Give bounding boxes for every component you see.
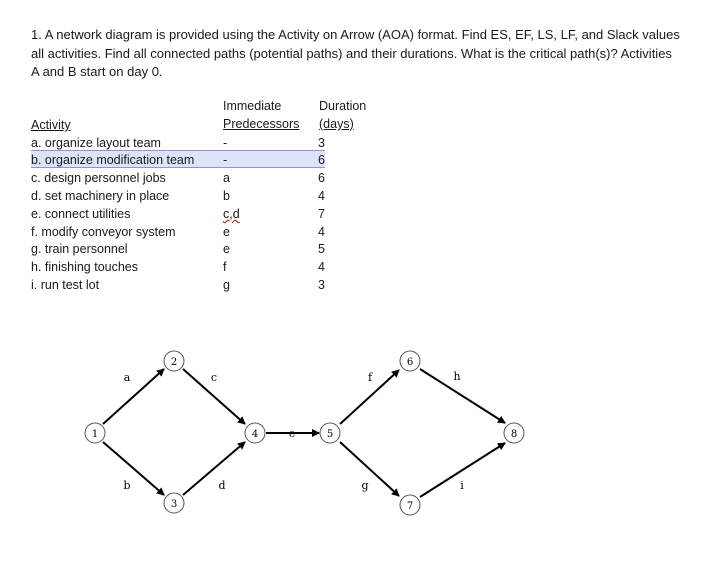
node-label: 6	[406, 357, 414, 368]
question-text: 1. A network diagram is provided using the Activity on Arrow (AOA) format. Find ES, EF, LS, LF, and Slack values all activities. Find all connected paths (potential paths) and their durations. What is the critical path(s)? Activities A and B start on day 0.	[31, 27, 680, 79]
activity-cell: h. finishing touches	[31, 260, 139, 274]
arrow-d	[183, 442, 245, 495]
arrow-a	[103, 369, 164, 424]
activity-cell: g. train personnel	[31, 242, 128, 256]
arrow-g	[340, 442, 399, 496]
arrow-label-b: b	[123, 479, 131, 492]
header-immediate: Immediate	[223, 99, 282, 113]
arrow-label-d: d	[218, 479, 226, 492]
activity-cell: c. design personnel jobs	[31, 171, 166, 185]
predecessor-cell: a	[223, 171, 230, 185]
activity-cell: i. run test lot	[31, 278, 100, 292]
header-activity: Activity	[31, 118, 71, 132]
arrow-label-e: e	[288, 427, 296, 440]
arrow-label-c: c	[210, 371, 218, 384]
duration-cell: 4	[318, 225, 325, 239]
predecessor-cell: e	[223, 242, 230, 256]
node-label: 3	[170, 499, 178, 510]
arrow-h	[420, 369, 505, 423]
duration-cell: 3	[318, 278, 325, 292]
predecessor-cell: e	[223, 225, 230, 239]
node-label: 4	[251, 429, 259, 440]
arrow-b	[103, 442, 164, 495]
duration-cell: 7	[318, 207, 325, 221]
arrow-label-g: g	[361, 479, 369, 492]
header-predecessors: Predecessors	[223, 117, 300, 131]
node-label: 5	[326, 429, 334, 440]
node-label: 8	[510, 429, 518, 440]
activity-cell: b. organize modification team	[31, 153, 195, 167]
duration-cell: 3	[318, 136, 325, 150]
duration-cell: 4	[318, 260, 325, 274]
node-label: 2	[170, 357, 178, 368]
node-label: 1	[91, 429, 99, 440]
duration-cell: 5	[318, 242, 325, 256]
activity-cell: f. modify conveyor system	[31, 225, 176, 239]
arrow-label-f: f	[367, 371, 373, 384]
duration-cell: 6	[318, 171, 325, 185]
activity-cell: d. set machinery in place	[31, 189, 170, 203]
activity-text: a. organize layout team	[31, 136, 161, 150]
arrow-label-h: h	[453, 370, 461, 383]
arrow-label-i: i	[460, 479, 464, 492]
header-days: (days)	[319, 117, 354, 131]
duration-cell: 4	[318, 189, 325, 203]
activity-cell: e. connect utilities	[31, 207, 131, 221]
header-duration: Duration	[319, 99, 367, 113]
predecessor-cell: f	[223, 260, 227, 274]
node-label: 7	[406, 501, 414, 512]
predecessor-cell: g	[223, 278, 230, 292]
predecessor-cell: -	[223, 153, 228, 167]
predecessor-cell: b	[223, 189, 230, 203]
predecessor-cell: -	[223, 136, 228, 150]
arrow-label-a: a	[123, 371, 131, 384]
predecessor-cell: c,d	[223, 207, 240, 221]
duration-cell: 6	[318, 153, 325, 167]
